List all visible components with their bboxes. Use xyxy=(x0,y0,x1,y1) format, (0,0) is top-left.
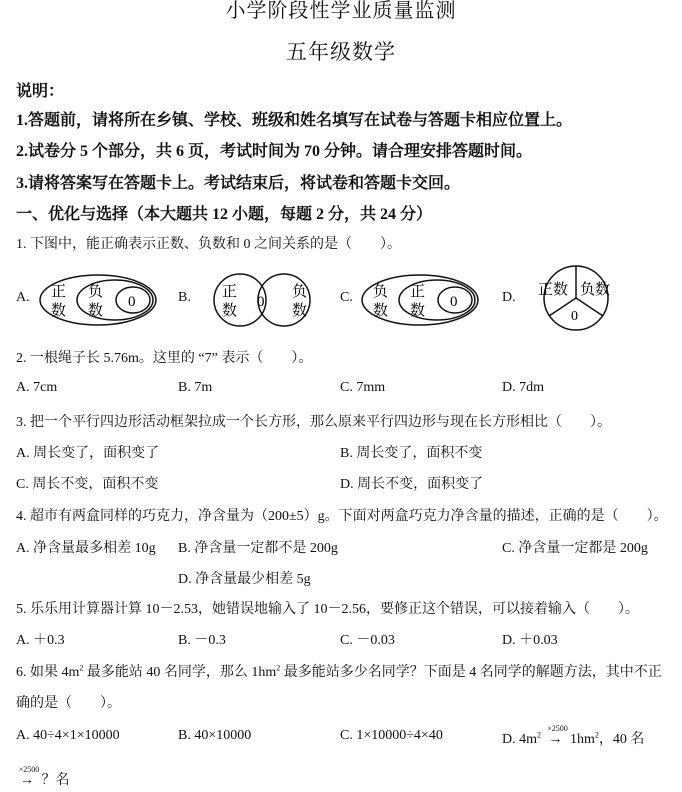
question-2-stem: 2. 一根绳子长 5.76m。这里的 “7” 表示（ ）。 xyxy=(16,351,313,366)
fig-c-shu-2: 数 xyxy=(410,303,426,319)
fig-a-shu: 数 xyxy=(51,303,67,319)
fig-b-shu-2: 数 xyxy=(292,303,308,319)
fig-b-fu: 负 xyxy=(292,284,308,300)
q4-option-b: B. 净含量一定都不是 200g xyxy=(178,541,338,556)
q1-option-b-label: B. xyxy=(178,290,191,305)
q6-option-d xyxy=(502,724,645,748)
fig-b-zheng: 正 xyxy=(222,284,238,300)
fig-d-zhengshu: 正数 xyxy=(538,282,569,298)
notes-heading: 说明： xyxy=(16,83,65,100)
fig-c-zheng: 正 xyxy=(410,284,426,300)
q1-figure-b xyxy=(200,272,326,328)
fig-d-fushu: 负数 xyxy=(580,282,611,298)
q6-d-arrow-label: ×2500 xyxy=(547,724,568,733)
q2-option-c: C. 7mm xyxy=(340,380,386,395)
q6-d-line2-label: ×2500 xyxy=(18,765,40,774)
arrow-right-icon: ×2500 → xyxy=(545,732,567,748)
exam-title: 小学阶段性学业质量监测 xyxy=(225,0,457,22)
q6-d-sup2: 2 xyxy=(594,730,599,740)
exam-subtitle: 五年级数学 xyxy=(286,40,396,64)
q3-option-c: C. 周长不变，面积不变 xyxy=(16,477,159,492)
q6-stem-part-b: 最多能站 40 名同学，那么 1hm xyxy=(83,665,277,680)
q5-option-b: B. －0.3 xyxy=(178,633,226,648)
question-6-stem xyxy=(16,661,662,681)
question-5-stem: 5. 乐乐用计算器计算 10－2.53，她错误地输入了 10－2.56，要修正这个错误，可以接着输入（ ）。 xyxy=(16,602,639,617)
question-3-stem: 3. 把一个平行四边形活动框架拉成一个长方形，那么原来平行四边形与现在长方形相比（ ）。 xyxy=(16,415,611,430)
q6-sup-b: 2 xyxy=(276,663,281,673)
q2-option-b: B. 7m xyxy=(178,380,213,395)
q6-option-d-line2 xyxy=(16,765,70,789)
q6-d-prefix: D. 4m xyxy=(502,732,537,747)
q6-d-mid: 1hm xyxy=(570,732,595,747)
q1-figure-a xyxy=(38,272,162,328)
q2-option-a: A. 7cm xyxy=(16,380,58,395)
q1-option-c-label: C. xyxy=(340,290,353,305)
question-6-stem-line2: 确的是（ ）。 xyxy=(16,696,121,711)
section-1-heading: 一、优化与选择（本大题共 12 小题，每题 2 分，共 24 分） xyxy=(16,206,433,223)
note-1: 1.答题前，请将所在乡镇、学校、班级和姓名填写在试卷与答题卡相应位置上。 xyxy=(16,112,573,129)
note-2: 2.试卷分 5 个部分，共 6 页，考试时间为 70 分钟。请合理安排答题时间。 xyxy=(16,143,533,160)
fig-c-shu: 数 xyxy=(373,303,389,319)
question-1-stem: 1. 下图中，能正确表示正数、负数和 0 之间关系的是（ ）。 xyxy=(16,237,401,252)
q6-option-b: B. 40×10000 xyxy=(178,728,252,743)
fig-d-divider-right xyxy=(576,298,603,316)
q5-option-a: A. ＋0.3 xyxy=(16,633,65,648)
q6-option-a: A. 40÷4×1×10000 xyxy=(16,728,120,743)
fig-a-zero: 0 xyxy=(128,294,136,310)
fig-c-fu: 负 xyxy=(373,284,389,300)
fig-d-zero: 0 xyxy=(571,309,578,324)
arrow-right-icon-2: ×2500 → xyxy=(16,773,38,789)
q4-option-d: D. 净含量最少相差 5g xyxy=(178,572,311,587)
fig-c-zero: 0 xyxy=(450,294,458,310)
q6-d-line2-text: ？名 xyxy=(41,773,70,788)
question-4-stem: 4. 超市有两盒同样的巧克力，净含量为（200±5）g。下面对两盒巧克力净含量的描述，正确的是（ ）。 xyxy=(16,509,668,524)
q1-option-d-label: D. xyxy=(502,290,516,305)
q1-figure-d xyxy=(528,264,628,334)
q6-sup-a: 2 xyxy=(79,663,84,673)
q3-option-a: A. 周长变了，面积变了 xyxy=(16,446,160,461)
q1-option-a-label: A. xyxy=(16,290,30,305)
q3-option-d: D. 周长不变，面积变了 xyxy=(340,477,484,492)
q6-stem-part-c: 最多能站多少名同学？下面是 4 名同学的解题方法，其中不正 xyxy=(280,665,662,680)
fig-a-fu: 负 xyxy=(88,284,104,300)
q4-option-a: A. 净含量最多相差 10g xyxy=(16,541,156,556)
q6-option-c: C. 1×10000÷4×40 xyxy=(340,728,443,743)
q4-option-c: C. 净含量一定都是 200g xyxy=(502,541,648,556)
q6-d-sup1: 2 xyxy=(537,730,541,740)
q1-figure-c xyxy=(360,272,484,328)
q2-option-d: D. 7dm xyxy=(502,380,544,395)
q5-option-d: D. ＋0.03 xyxy=(502,633,558,648)
fig-a-zheng: 正 xyxy=(51,284,67,300)
q5-option-c: C. －0.03 xyxy=(340,633,395,648)
fig-a-shu-2: 数 xyxy=(88,303,104,319)
note-3: 3.请将答案写在答题卡上。考试结束后，将试卷和答题卡交回。 xyxy=(16,175,461,192)
q6-d-suffix: ，40 名 xyxy=(598,732,645,747)
q3-option-b: B. 周长变了，面积不变 xyxy=(340,446,483,461)
fig-b-shu: 数 xyxy=(222,303,238,319)
fig-b-zero: 0 xyxy=(257,294,265,310)
q6-stem-part-a: 6. 如果 4m xyxy=(16,665,80,680)
